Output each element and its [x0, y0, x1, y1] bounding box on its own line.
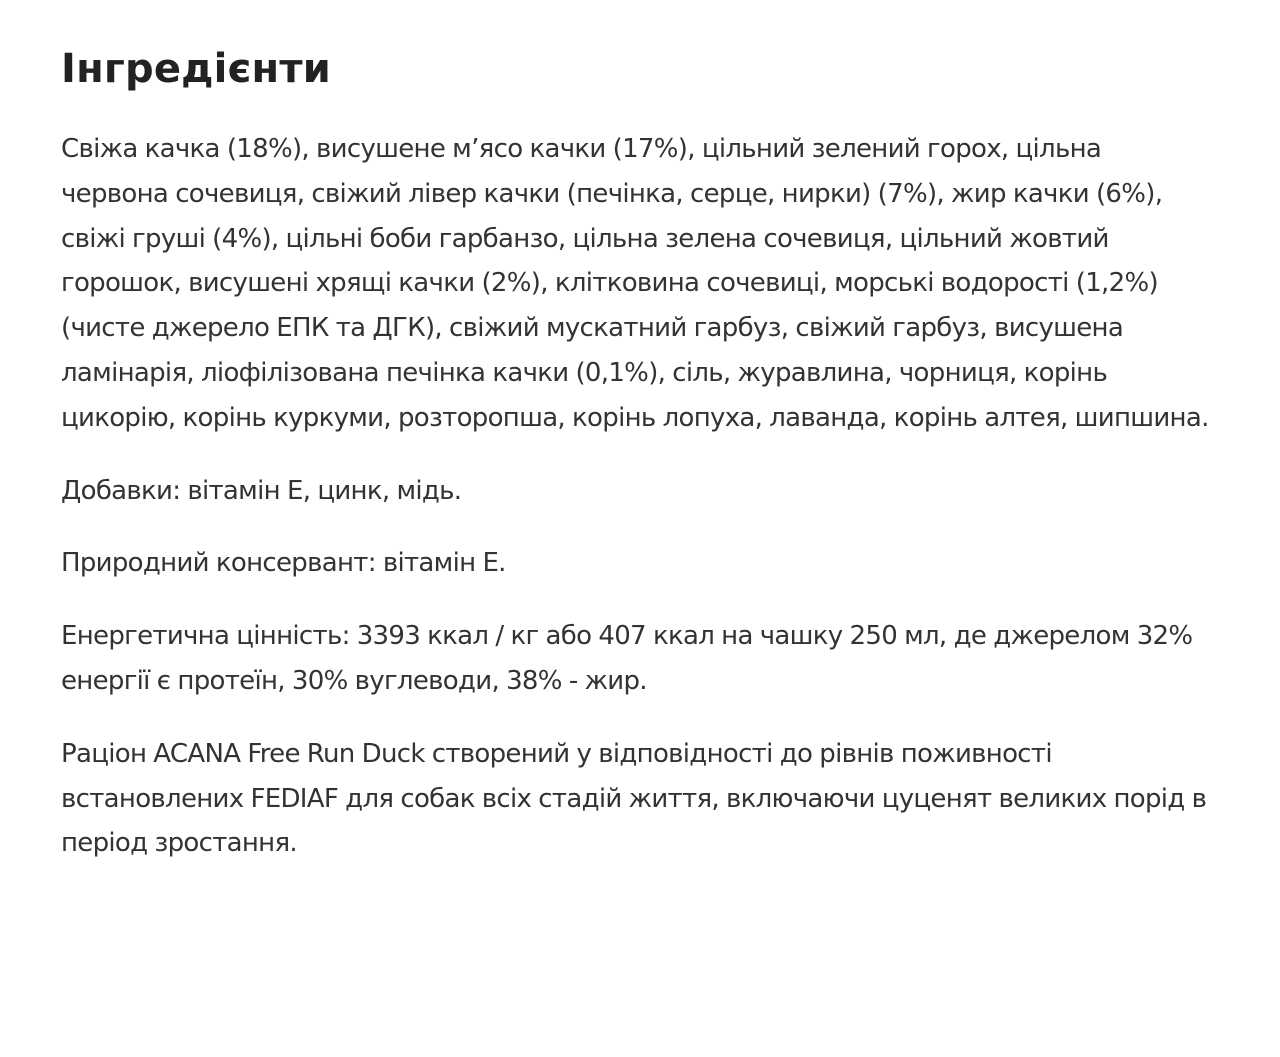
- preservative-paragraph: Природний консервант: вітамін Е.: [61, 548, 506, 579]
- ingredients-section: [61, 0, 1211, 866]
- energy-value-paragraph: Енергетична цінність: 3393 ккал / кг або 407 ккал на чашку 250 мл, де джерелом 32% енергії є протеїн, 30% вуглеводи, 38% - жир.: [61, 621, 1193, 696]
- additives-paragraph: Добавки: вітамін Е, цинк, мідь.: [61, 475, 462, 506]
- ingredients-paragraph: Свіжа качка (18%), висушене м’ясо качки (17%), цільний зелений горох, цільна червона сочевиця, свіжий лівер качки (печінка, серце, нирки) (7%), жир качки (6%), свіжі груші (4%), цільні боби гарбанзо, цільна зелена сочевиця, цільний жовтий горошок, висушені хрящі качки (2%), клітковина сочевиці, морські водорості (1,2%) (чисте джерело ЕПК та ДГК), свіжий мускатний гарбуз, свіжий гарбуз, висушена ламінарія, ліофілізована печінка качки (0,1%), сіль, журавлина, чорниця, корінь цикорію, корінь куркуми, розторопша, корінь лопуха, лаванда, корінь алтея, шипшина.: [61, 134, 1209, 433]
- diet-standard-paragraph: Раціон ACANA Free Run Duck створений у відповідності до рівнів поживності встановлених FEDIAF для собак всіх стадій життя, включаючи цуценят великих порід в період зростання.: [61, 738, 1207, 859]
- section-title: Інгредієнти: [61, 46, 331, 92]
